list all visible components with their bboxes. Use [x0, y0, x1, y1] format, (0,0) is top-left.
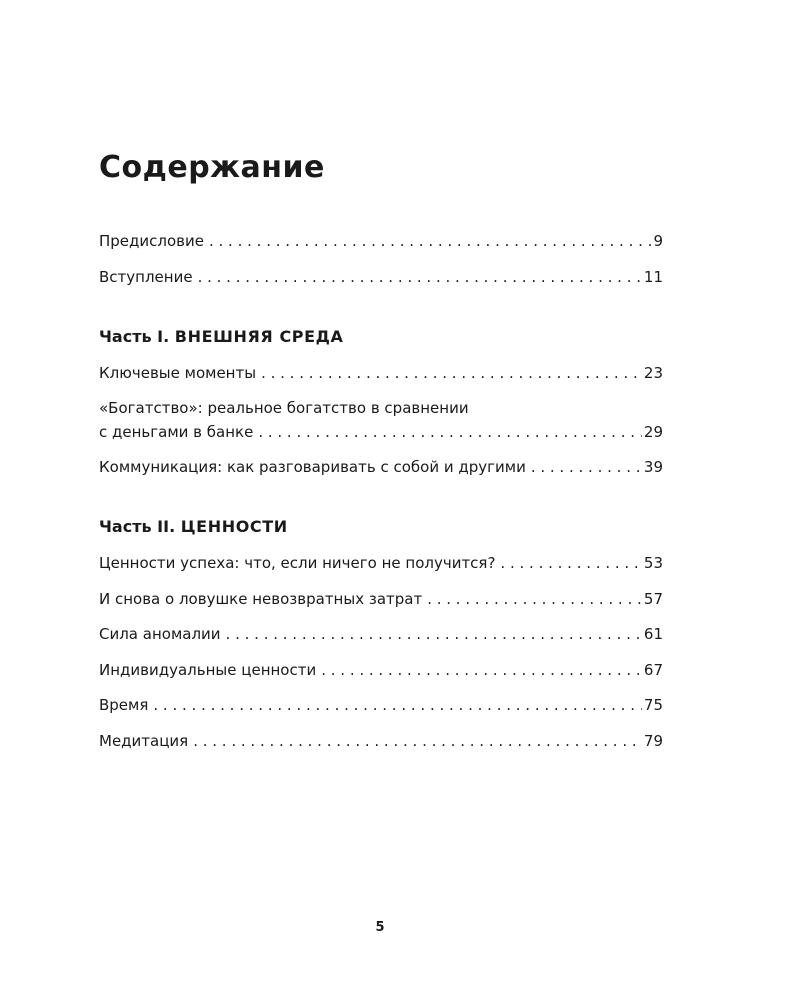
page-title: Содержание [99, 150, 325, 185]
toc-entry-label: Вступление [99, 268, 193, 286]
dot-leader [258, 421, 642, 443]
dot-leader [427, 588, 642, 610]
toc-entry-label: Ценности успеха: что, если ничего не получится? [99, 554, 496, 572]
toc-entry[interactable] [99, 456, 663, 478]
dot-leader [500, 552, 641, 574]
toc-entry-page: 39 [643, 458, 663, 476]
dot-leader [261, 362, 642, 384]
toc-entry-label: Предисловие [99, 232, 204, 250]
part-heading [99, 326, 344, 348]
toc-entry-page: 11 [643, 268, 663, 286]
toc-entry[interactable] [99, 694, 663, 716]
toc-entry[interactable] [99, 659, 663, 681]
toc-entry[interactable] [99, 730, 663, 752]
dot-leader [531, 456, 642, 478]
toc-entry[interactable] [99, 623, 663, 645]
toc-entry-page: 9 [653, 232, 663, 250]
toc-entry-label: Время [99, 696, 149, 714]
toc-entry-label: с деньгами в банке [99, 423, 254, 441]
dot-leader [153, 694, 642, 716]
toc-entry-preface[interactable] [99, 230, 663, 252]
toc-entry-label-line1[interactable]: «Богатство»: реальное богатство в сравнении [99, 399, 469, 417]
part-prefix: Часть I. [99, 327, 170, 346]
part-heading [99, 516, 288, 538]
toc-entry-page: 23 [643, 364, 663, 382]
toc-entry-introduction[interactable] [99, 266, 663, 288]
toc-entry-label: Сила аномалии [99, 625, 221, 643]
toc-entry[interactable] [99, 588, 663, 610]
dot-leader [226, 623, 642, 645]
page-number: 5 [375, 920, 385, 935]
toc-entry[interactable] [99, 421, 663, 443]
toc-entry-label: Коммуникация: как разговаривать с собой и другими [99, 458, 526, 476]
part-name: ВНЕШНЯЯ СРЕДА [174, 327, 344, 346]
toc-entry-label: Индивидуальные ценности [99, 661, 317, 679]
toc-entry-page: 79 [643, 732, 663, 750]
dot-leader [193, 730, 642, 752]
toc-entry-page: 57 [643, 590, 663, 608]
toc-entry-page: 53 [643, 554, 663, 572]
part-prefix: Часть II. [99, 517, 176, 536]
toc-entry[interactable] [99, 552, 663, 574]
dot-leader [321, 659, 642, 681]
toc-entry-label: Ключевые моменты [99, 364, 257, 382]
toc-entry-page: 67 [643, 661, 663, 679]
part-name: ЦЕННОСТИ [180, 517, 288, 536]
toc-entry-page: 29 [643, 423, 663, 441]
toc-entry-label: Медитация [99, 732, 189, 750]
toc-entry-label: И снова о ловушке невозвратных затрат [99, 590, 423, 608]
dot-leader [209, 230, 651, 252]
toc-entry-page: 75 [643, 696, 663, 714]
dot-leader [198, 266, 642, 288]
toc-entry-page: 61 [643, 625, 663, 643]
toc-entry[interactable] [99, 362, 663, 384]
